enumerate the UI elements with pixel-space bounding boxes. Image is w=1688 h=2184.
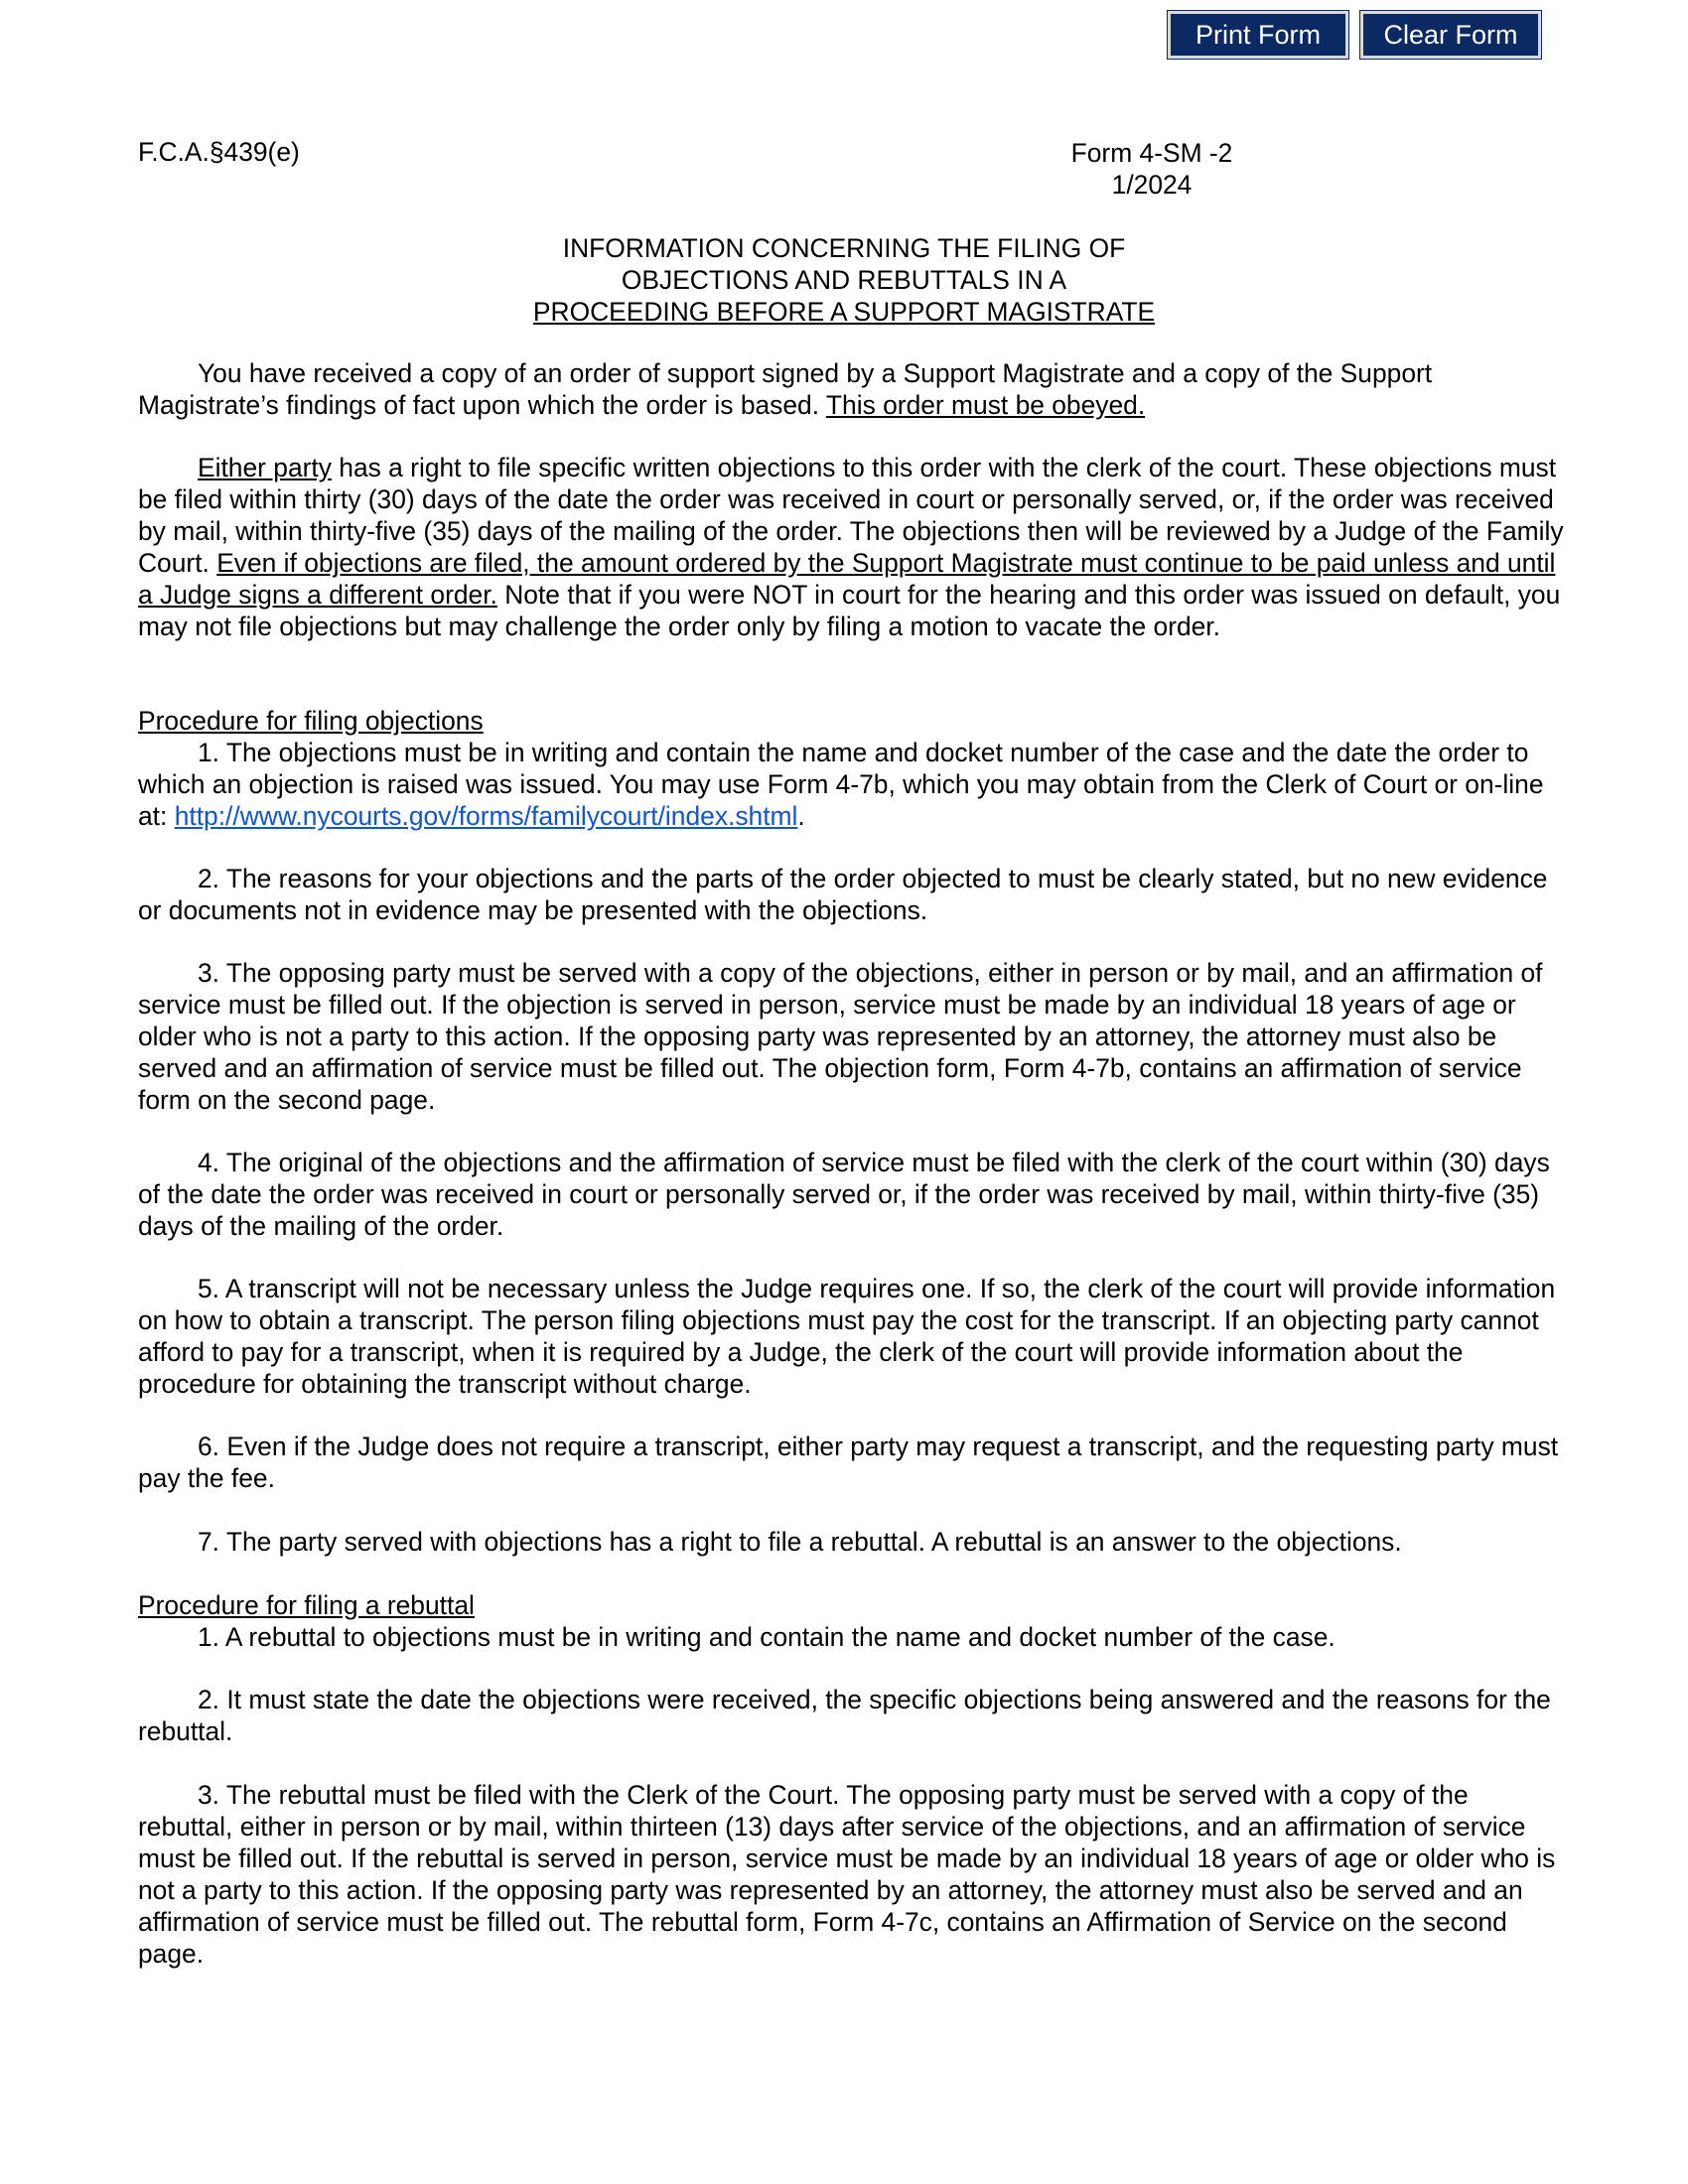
- form-identifier: [1033, 137, 1271, 201]
- clear-form-button[interactable]: Clear Form: [1360, 11, 1541, 59]
- objections-item-6: 6. Even if the Judge does not require a transcript, either party may request a transcript, and the requesting party must pay the fee.: [138, 1432, 1559, 1493]
- title-line-1: INFORMATION CONCERNING THE FILING OF: [562, 233, 1126, 263]
- rebuttal-heading: Procedure for filing a rebuttal: [138, 1590, 475, 1620]
- objections-item-2: 2. The reasons for your objections and the parts of the order objected to must be clearly stated, but no new evidence or documents not in evidence may be presented with the objections.: [138, 864, 1548, 925]
- statute-reference: F.C.A.§439(e): [138, 137, 300, 167]
- document-title: [298, 232, 1390, 328]
- default-notice: Note that if you were NOT in court for the hearing and this order was issued on default, you may not file objections but may challenge the order only by filing a motion to vacate the order.: [138, 580, 1561, 641]
- rebuttal-item-1: 1. A rebuttal to objections must be in writing and contain the name and docket number of the case.: [198, 1622, 1336, 1652]
- forms-link[interactable]: http://www.nycourts.gov/forms/familycourt/index.shtml: [174, 801, 798, 831]
- print-form-button[interactable]: Print Form: [1168, 11, 1348, 59]
- objections-item-3: 3. The opposing party must be served with a copy of the objections, either in person or by mail, and an affirmation of service must be filled out. If the objection is served in person, service must be made by an individual 18 years of age or older who is not a party to this action. If the opposing party was represented by an attorney, the attorney must also be served and an affirmation of service must be filled out. The objection form, Form 4-7b, contains an affirmation of service form on the second page.: [138, 958, 1543, 1115]
- rebuttal-item-3: 3. The rebuttal must be filed with the Clerk of the Court. The opposing party must be served with a copy of the rebuttal, either in person or by mail, within thirteen (13) days after service of the objections, and an affirmation of service must be filled out. If the rebuttal is served in person, service must be made by an individual 18 years of age or older who is not a party to this action. If the opposing party was represented by an attorney, the attorney must also be served and an affirmation of service must be filled out. The rebuttal form, Form 4-7c, contains an Affirmation of Service on the second page.: [138, 1780, 1556, 1969]
- objections-item-7: 7. The party served with objections has a right to file a rebuttal. A rebuttal is an answer to the objections.: [198, 1527, 1402, 1557]
- objections-item-4: 4. The original of the objections and the affirmation of service must be filed with the clerk of the court within (30) days of the date the order was received in court or personally served or, if the order was received by mail, within thirty-five (35) days of the mailing of the order.: [138, 1148, 1550, 1241]
- objections-item-1-text: 1. The objections must be in writing and contain the name and docket number of the case and the date the order to which an objection is raised was issued. You may use Form 4-7b, which you may obtain from the Clerk of Court or on-line at:: [138, 738, 1544, 831]
- title-line-3: PROCEEDING BEFORE A SUPPORT MAGISTRATE: [532, 297, 1156, 327]
- intro-paragraph: [138, 357, 1570, 421]
- rights-text: has a right to file specific written objections to this order with the clerk of the court. These objections must be filed within thirty (30) days of the date the order was received in court or personally served, or, if the order was received by mail, within thirty-five (35) days of the mailing of the order. The objections then will be reviewed by a Judge of the Family Court.: [138, 453, 1564, 578]
- form-date: 1/2024: [1111, 170, 1193, 200]
- objections-item-1: [138, 737, 1570, 832]
- objections-item-5: 5. A transcript will not be necessary unless the Judge requires one. If so, the clerk of the court will provide information on how to obtain a transcript. The person filing objections must pay the cost for the transcript. If an objecting party cannot afford to pay for a transcript, when it is required by a Judge, the clerk of the court will provide information about the procedure for obtaining the transcript without charge.: [138, 1274, 1556, 1399]
- continue-payment-notice: Even if objections are filed, the amount ordered by the Support Magistrate must continue to be paid unless and until a Judge signs a different order.: [138, 548, 1556, 610]
- title-line-2: OBJECTIONS AND REBUTTALS IN A: [621, 265, 1067, 295]
- rights-lead: Either party: [198, 453, 332, 482]
- objections-heading: Procedure for filing objections: [138, 706, 484, 736]
- intro-text: You have received a copy of an order of support signed by a Support Magistrate and a copy of the Support Magistrate’s findings of fact upon which the order is based.: [138, 358, 1433, 420]
- obey-notice: This order must be obeyed.: [825, 390, 1146, 420]
- form-number: Form 4-SM -2: [1070, 138, 1233, 168]
- rebuttal-item-2: 2. It must state the date the objections were received, the specific objections being answered and the reasons for the rebuttal.: [138, 1685, 1551, 1746]
- rights-paragraph: [138, 452, 1570, 642]
- objections-item-1-end: .: [797, 801, 805, 831]
